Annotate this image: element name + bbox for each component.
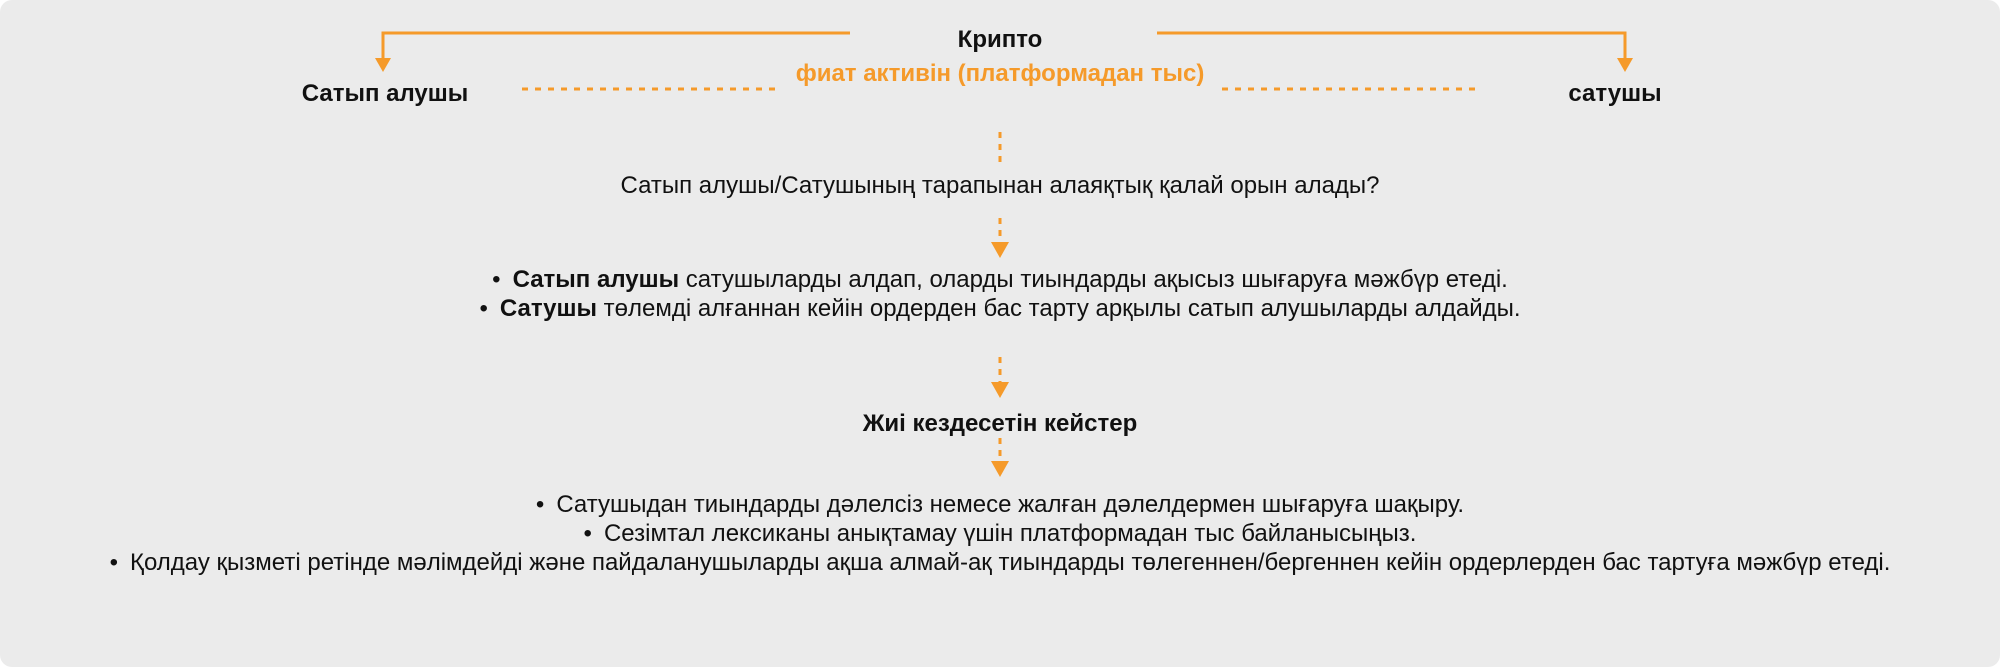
fiat-label: фиат активін (платформадан тыс) (795, 60, 1205, 87)
flow-arrowhead-3 (991, 382, 1009, 398)
common-cases-title: Жиі кездесетін кейстер (862, 410, 1138, 437)
fraud-ways-list (80, 265, 1920, 323)
arrowhead-seller (1617, 58, 1633, 72)
flow-arrowhead-2 (991, 242, 1009, 258)
common-case-item: • Сезімтал лексиканы анықтамау үшін платформадан тыс байланысыңыз. (80, 519, 1920, 548)
fraud-way-text: төлемді алғаннан кейін ордерден бас тарту арқылы сатып алушыларды алдайды. (597, 295, 1521, 322)
flow-arrowhead-4 (991, 461, 1009, 477)
common-case-item: • Қолдау қызметі ретінде мәлімдейді және пайдаланушыларды ақша алмай-ақ тиындарды төлегеннен/бергеннен кейін ордерлерден бас тартуға мәжбүр етеді. (80, 548, 1920, 577)
crypto-arrow-to-seller (1157, 33, 1625, 60)
buyer-label: Сатып алушы (301, 80, 469, 107)
fraud-way-item (80, 265, 1920, 294)
common-case-item: • Сатушыдан тиындарды дәлелсіз немесе жалған дәлелдермен шығаруға шақыру. (80, 490, 1920, 519)
fraud-way-text: сатушыларды алдап, оларды тиындарды ақысыз шығаруға мәжбүр етеді. (679, 266, 1508, 293)
seller-label: сатушы (1568, 80, 1662, 107)
fraud-question: Сатып алушы/Сатушының тарапынан алаяқтық қалай орын алады? (620, 172, 1380, 199)
fraud-way-actor: Сатып алушы (512, 266, 680, 293)
fraud-way-actor: Сатушы (499, 295, 598, 322)
common-cases-list (80, 490, 1920, 577)
fraud-way-item (80, 294, 1920, 323)
crypto-arrow-to-buyer (383, 33, 850, 60)
crypto-label: Крипто (957, 26, 1043, 53)
arrowhead-buyer (375, 58, 391, 72)
